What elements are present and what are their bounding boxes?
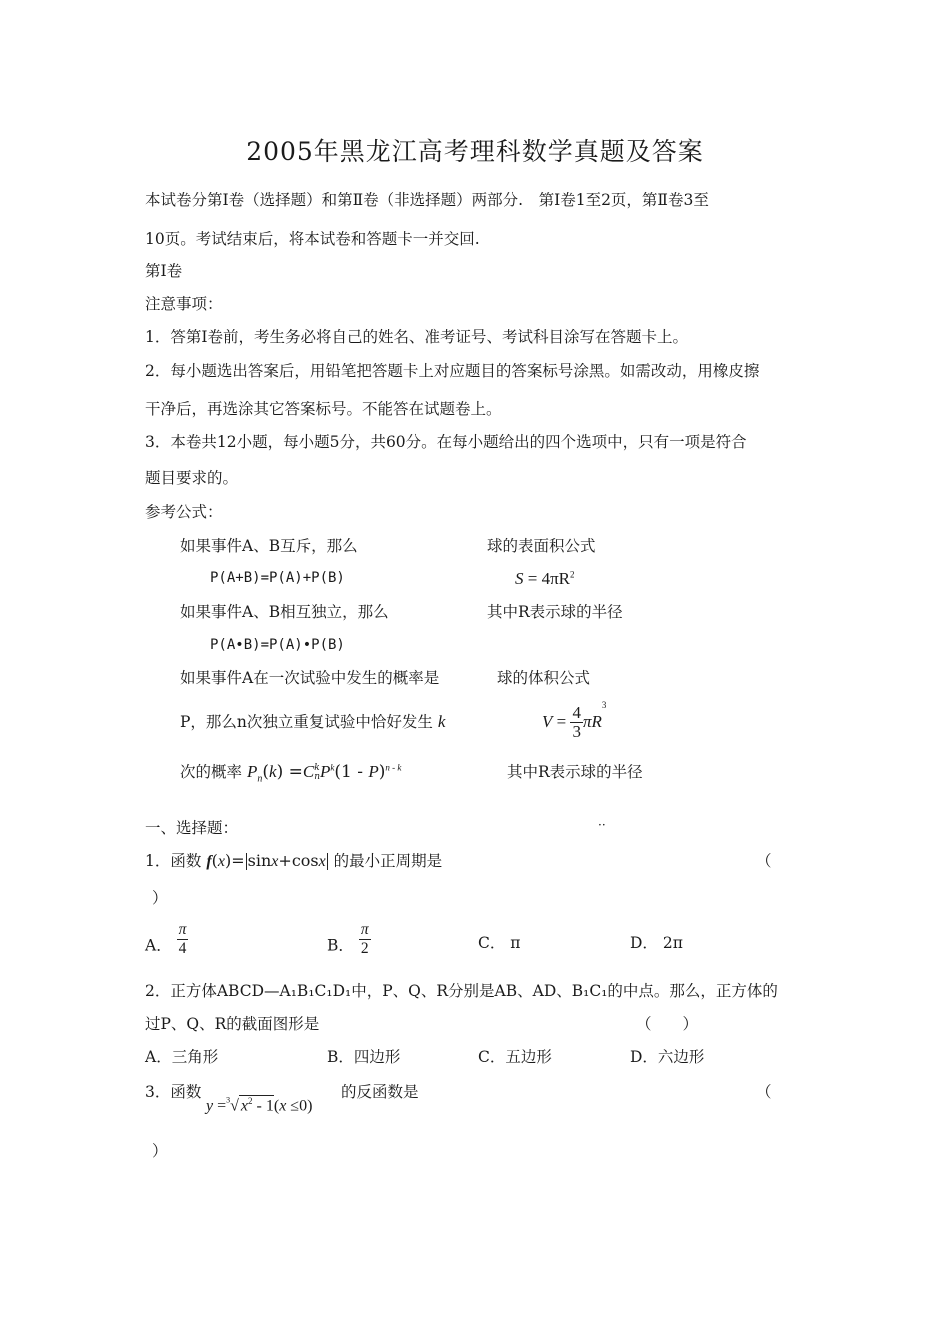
sphere-area-rhs: = 4πR (527, 569, 571, 588)
question-3-suffix: 的反函数是 (341, 1083, 419, 1101)
question-3-prefix: 3．函数 (145, 1083, 202, 1101)
intro-line-2: 10页。考试结束后，将本试卷和答题卡一并交回. (145, 230, 480, 248)
question-1-prefix: 1．函数 (145, 852, 202, 870)
fraction-pi-over-4: $\frac{\pi}{4}$ (178, 921, 187, 957)
formula-independent-text: 如果事件A、B相互独立，那么 (180, 603, 389, 621)
page-title: 2005年黑龙江高考理科数学真题及答案 (246, 137, 704, 166)
option-a-label: A． (145, 936, 172, 955)
formula-sphere-area-text: 球的表面积公式 (487, 537, 596, 555)
question-2-option-a[interactable]: A．三角形 (145, 1048, 219, 1066)
formula-sphere-volume: V = $\frac{4}{3}$ $\pi R^3$ (542, 700, 607, 741)
sphere-volume-v: V (542, 712, 553, 732)
formula-independent: P(A•B)=P(A)•P(B) (210, 637, 345, 653)
formula-sphere-volume-text: 球的体积公式 (497, 669, 591, 687)
question-3-paren-close: ） (152, 1142, 168, 1160)
question-1-option-d[interactable]: D． 2π (630, 934, 683, 952)
formula-exclusive: P(A+B)=P(A)+P(B) (210, 570, 345, 586)
dots-mark: ·· (598, 818, 606, 832)
formula-sphere-area: $S = 4\pi R^2$ (515, 569, 575, 588)
formula-exclusive-text: 如果事件A、B互斥，那么 (180, 537, 358, 555)
question-1-option-a[interactable] (145, 921, 188, 958)
formula-heading: 参考公式： (145, 503, 223, 521)
question-1-paren-close: ） (152, 889, 168, 907)
formula-binomial-line-3: 次的概率 (180, 763, 243, 781)
binomial-probability-formula: $P_n(k) =Ck$ $nP^k(1 - P)^{n - k}$ (247, 762, 402, 785)
notice-item-2-line-1: 2．每小题选出答案后，用铅笔把答题卡上对应题目的答案标号涂黑。如需改动，用橡皮擦 (145, 362, 760, 380)
intro-line-1: 本试卷分第Ⅰ卷（选择题）和第Ⅱ卷（非选择题）两部分. 第Ⅰ卷1至2页，第Ⅱ卷3至 (145, 191, 709, 209)
question-2-option-c[interactable]: C．五边形 (478, 1048, 552, 1066)
notice-item-1: 1．答第Ⅰ卷前，考生务必将自己的姓名、准考证号、考试科目涂写在答题卡上。 (145, 328, 688, 346)
section-heading: 一、选择题： (145, 819, 239, 837)
formula-binomial-line-1: 如果事件A在一次试验中发生的概率是 (180, 669, 440, 687)
notice-item-3-line-1: 3．本卷共12小题，每小题5分，共60分。在每小题给出的四个选项中，只有一项是符合 (145, 433, 747, 451)
notice-heading: 注意事项： (145, 295, 223, 313)
formula-binomial-line-2 (180, 712, 445, 732)
option-b-label: B． (327, 936, 354, 955)
question-2-paren: （ ） (636, 1015, 699, 1033)
fraction-four-thirds: $\frac{4}{3}$ (572, 702, 581, 741)
question-1 (145, 851, 442, 872)
question-2-line-1: 2．正方体ABCD—A₁B₁C₁D₁中，P、Q、R分别是AB、AD、B₁C₁的中点。那么，正方体的 (145, 982, 778, 1000)
formula-sphere-radius-note-2: 其中R表示球的半径 (507, 763, 643, 781)
formula-binomial-text: P，那么n次独立重复试验中恰好发生 (180, 713, 433, 731)
notice-item-3-line-2: 题目要求的。 (145, 469, 239, 487)
question-2-option-b[interactable]: B．四边形 (327, 1048, 401, 1066)
question-1-paren-open: （ (756, 852, 772, 870)
notice-item-2-line-2: 干净后，再选涂其它答案标号。不能答在试题卷上。 (145, 400, 502, 418)
question-3-function: y =$^3$√ $x^2 - 1(x \le 0)$ (206, 1095, 313, 1115)
question-2-option-d[interactable]: D．六边形 (630, 1048, 705, 1066)
part-heading: 第Ⅰ卷 (145, 262, 183, 280)
question-3-paren-open: （ (756, 1083, 772, 1101)
fraction-pi-over-2: $\frac{\pi}{2}$ (360, 921, 369, 957)
sphere-area-s: S (515, 569, 524, 588)
formula-sphere-radius-note-1: 其中R表示球的半径 (487, 603, 623, 621)
question-1-function: f(x)= sinx+cosx (206, 851, 326, 870)
question-1-option-b[interactable] (327, 921, 371, 958)
formula-binomial-k: k (437, 712, 446, 731)
question-2-line-2: 过P、Q、R的截面图形是 (145, 1015, 320, 1033)
question-1-option-c[interactable]: C． π (478, 934, 521, 952)
question-1-suffix: 的最小正周期是 (333, 852, 443, 870)
